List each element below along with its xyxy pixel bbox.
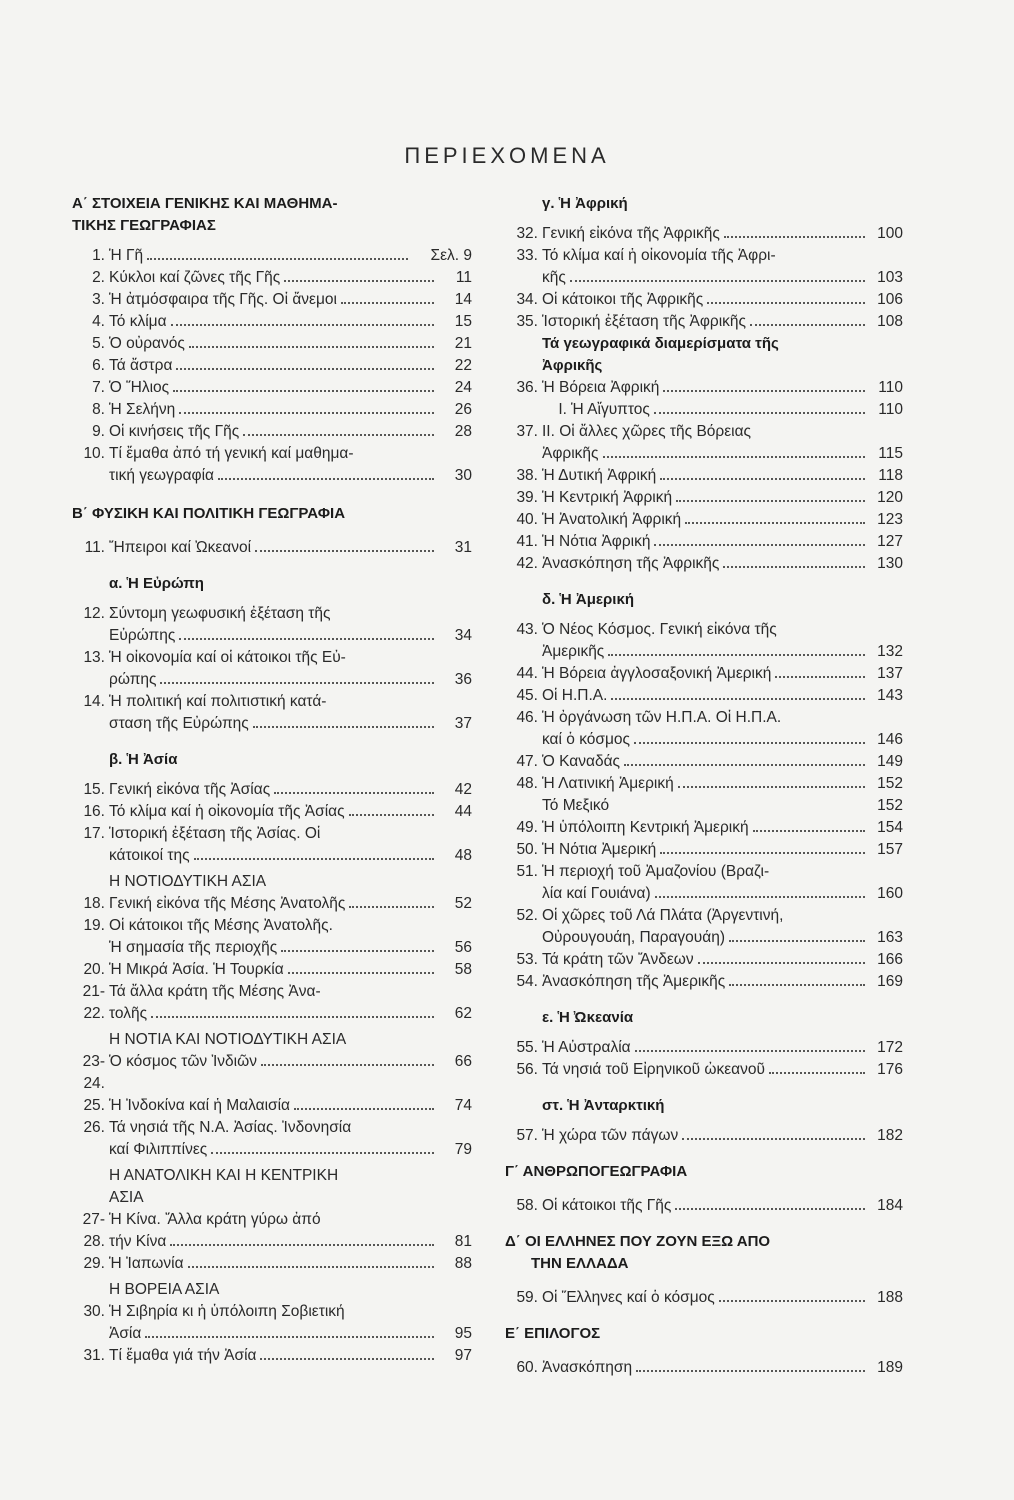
toc-entry: 53. Τά κράτη τῶν Ἄνδεων 166 (516, 951, 903, 968)
toc-entry: 58. Οἱ κάτοικοι τῆς Γῆς 184 (516, 1197, 903, 1214)
toc-entry: 40. Ἡ Ἀνατολική Ἀφρική 123 (516, 511, 903, 528)
toc-entry: 52. Οἱ χῶρες τοῦ Λά Πλάτα (Ἀργεντινή, Οὐρουγουάη, Παραγουάη) 163 (516, 907, 903, 946)
toc-entry: 14. Ἡ πολιτική καί πολιτιστική κατά- σταση τῆς Εὐρώπης 37 (83, 693, 472, 732)
toc-entry: 49. Ἡ ὑπόλοιπη Κεντρική Ἀμερική 154 (516, 819, 903, 836)
toc-entry: Τό Μεξικό 152 (542, 797, 903, 814)
toc-entry: 8. Ἡ Σελήνη 26 (92, 401, 472, 418)
toc-entry: 32. Γενική εἰκόνα τῆς Ἀφρικῆς 100 (516, 225, 903, 242)
toc-entry: 54. Ἀνασκόπηση τῆς Ἀμερικῆς 169 (516, 973, 903, 990)
section-america-heading: δ. Ἡ Ἀμερική (542, 591, 634, 608)
left-column (72, 193, 472, 1367)
toc-entry: 19. Οἱ κάτοικοι τῆς Μέσης Ἀνατολῆς. Ἡ σημασία τῆς περιοχῆς 56 (83, 917, 472, 956)
section-oceania-heading: ε. Ἡ Ὠκεανία (542, 1009, 634, 1026)
toc-entry: 7. Ὁ Ἥλιος 24 (92, 379, 472, 396)
toc-entry: 36. Ἡ Βόρεια Ἀφρική 110 (516, 379, 903, 396)
part-g-heading: Γ΄ ΑΝΘΡΩΠΟΓΕΩΓΡΑΦΙΑ (505, 1163, 688, 1180)
toc-entry: 26. Τά νησιά τῆς Ν.Α. Ἀσίας. Ἰνδονησία καί Φιλιππίνες 79 (83, 1119, 472, 1158)
toc-entry: 39. Ἡ Κεντρική Ἀφρική 120 (516, 489, 903, 506)
region-heading: Η ΒΟΡΕΙΑ ΑΣΙΑ (109, 1281, 220, 1298)
region-heading: Η ΝΟΤΙΑ ΚΑΙ ΝΟΤΙΟΔΥΤΙΚΗ ΑΣΙΑ (109, 1031, 347, 1048)
toc-entry: 30. Ἡ Σιβηρία κι ἡ ὑπόλοιπη Σοβιετική Ἀσία 95 (83, 1303, 472, 1342)
toc-entry: 31. Τί ἔμαθα γιά τήν Ἀσία 97 (83, 1347, 472, 1364)
toc-entry: 34. Οἱ κάτοικοι τῆς Ἀφρικῆς 106 (516, 291, 903, 308)
page-title: ΠΕΡΙΕΧΟΜΕΝΑ (404, 143, 610, 168)
toc-entry: 1. Ἡ Γῆ Σελ. 9 (92, 247, 472, 264)
toc-entry: 9. Οἱ κινήσεις τῆς Γῆς 28 (92, 423, 472, 440)
toc-entry: 18. Γενική εἰκόνα τῆς Μέσης Ἀνατολῆς 52 (83, 895, 472, 912)
toc-entry: 50. Ἡ Νότια Ἀμερική 157 (516, 841, 903, 858)
toc-entry: 29. Ἡ Ἰαπωνία 88 (83, 1255, 472, 1272)
toc-entry: 48. Ἡ Λατινική Ἀμερική 152 (516, 775, 903, 792)
toc-entry: 47. Ὁ Καναδάς 149 (516, 753, 903, 770)
toc-entry: 11. Ἤπειροι καί Ὠκεανοί 31 (84, 539, 472, 556)
toc-entry: 60. Ἀνασκόπηση 189 (516, 1359, 903, 1376)
toc-entry: 44. Ἡ Βόρεια ἀγγλοσαξονική Ἀμερική 137 (516, 665, 903, 682)
region-heading: Η ΑΝΑΤΟΛΙΚΗ ΚΑΙ Η ΚΕΝΤΡΙΚΗ ΑΣΙΑ (109, 1167, 339, 1206)
toc-entry: 42. Ἀνασκόπηση τῆς Ἀφρικῆς 130 (516, 555, 903, 572)
toc-entry: 12. Σύντομη γεωφυσική ἐξέταση τῆς Εὐρώπης 34 (83, 605, 472, 644)
section-africa-heading: γ. Ἡ Ἀφρική (542, 195, 628, 212)
section-antarctica-heading: στ. Ἡ Ἀνταρκτική (542, 1097, 665, 1114)
toc-entry: 5. Ὁ οὐρανός 21 (92, 335, 472, 352)
part-d-heading: Δ΄ ΟΙ ΕΛΛΗΝΕΣ ΠΟΥ ΖΟΥΝ ΕΞΩ ΑΠΟ ΤΗΝ ΕΛΛΑΔΑ (505, 1233, 771, 1272)
toc-entry: 43. Ὁ Νέος Κόσμος. Γενική εἰκόνα τῆς Ἀμερικῆς 132 (516, 621, 903, 660)
toc-entry: 45. Οἱ Η.Π.Α. 143 (516, 687, 903, 704)
toc-entry: 25. Ἡ Ἰνδοκίνα καί ἡ Μαλαισία 74 (83, 1097, 472, 1114)
toc-entry: 10. Τί ἔμαθα ἀπό τή γενική καί μαθημα- τική γεωγραφία 30 (83, 445, 472, 484)
toc-entry: 15. Γενική εἰκόνα τῆς Ἀσίας 42 (83, 781, 472, 798)
toc-entry: 16. Τό κλίμα καί ἡ οἰκονομία τῆς Ἀσίας 44 (83, 803, 472, 820)
toc-entry: 35. Ἱστορική ἐξέταση τῆς Ἀφρικῆς 108 (516, 313, 903, 330)
toc-entry: 41. Ἡ Νότια Ἀφρική 127 (516, 533, 903, 550)
toc-entry: 2. Κύκλοι καί ζῶνες τῆς Γῆς 11 (92, 269, 472, 286)
toc-entry: 4. Τό κλίμα 15 (92, 313, 472, 330)
toc-entry: 37. II. Οἱ ἄλλες χῶρες τῆς Βόρειας Ἀφρικῆς 115 (516, 423, 903, 462)
toc-entry: 33. Τό κλίμα καί ἡ οἰκονομία τῆς Ἀφρι- κῆς 103 (516, 247, 903, 286)
toc-entry: 6. Τά ἄστρα 22 (92, 357, 472, 374)
toc-entry: I. Ἡ Αἴγυπτος 110 (558, 401, 903, 418)
section-asia-heading: β. Ἡ Ἀσία (109, 751, 178, 768)
toc-entry: 51. Ἡ περιοχή τοῦ Ἀμαζονίου (Βραζι- λία καί Γουιάνα) 160 (516, 863, 903, 902)
toc-entry: 56. Τά νησιά τοῦ Εἰρηνικοῦ ὠκεανοῦ 176 (516, 1061, 903, 1078)
toc-entry: 57. Ἡ χώρα τῶν πάγων 182 (516, 1127, 903, 1144)
toc-entry: 46. Ἡ ὀργάνωση τῶν Η.Π.Α. Οἱ Η.Π.Α. καί ὁ κόσμος 146 (516, 709, 903, 748)
toc-entry: 59. Οἱ Ἕλληνες καί ὁ κόσμος 188 (516, 1289, 903, 1306)
right-column (505, 193, 903, 1379)
region-heading: Η ΝΟΤΙΟΔΥΤΙΚΗ ΑΣΙΑ (109, 873, 267, 890)
toc-entry: 38. Ἡ Δυτική Ἀφρική 118 (516, 467, 903, 484)
part-a-heading: Α΄ ΣΤΟΙΧΕΙΑ ΓΕΝΙΚΗΣ ΚΑΙ ΜΑΘΗΜΑ- ΤΙΚΗΣ ΓΕΩΓΡΑΦΙΑΣ (72, 195, 338, 234)
section-europe-heading: α. Ἡ Εὐρώπη (109, 575, 204, 592)
part-e-heading: Ε΄ ΕΠΙΛΟΓΟΣ (505, 1325, 601, 1342)
part-b-heading: Β΄ ΦΥΣΙΚΗ ΚΑΙ ΠΟΛΙΤΙΚΗ ΓΕΩΓΡΑΦΙΑ (72, 505, 346, 522)
toc-entry: 13. Ἡ οἰκονομία καί οἱ κάτοικοι τῆς Εὐ- ρώπης 36 (83, 649, 472, 688)
toc-entry: 55. Ἡ Αὐστραλία 172 (516, 1039, 903, 1056)
toc-entry: 17. Ἱστορική ἐξέταση τῆς Ἀσίας. Οἱ κάτοικοί της 48 (83, 825, 472, 864)
toc-entry: 3. Ἡ ἀτμόσφαιρα τῆς Γῆς. Οἱ ἄνεμοι 14 (92, 291, 472, 308)
africa-regions-heading: Τά γεωγραφικά διαμερίσματα τῆς Ἀφρικῆς (542, 335, 779, 374)
toc-entry: 23-24. Ὁ κόσμος τῶν Ἰνδιῶν 66 (82, 1053, 472, 1092)
toc-entry: 20. Ἡ Μικρά Ἀσία. Ἡ Τουρκία 58 (83, 961, 472, 978)
toc-entry: 27-28. Ἡ Κίνα. Ἄλλα κράτη γύρω ἀπό τήν Κίνα 81 (82, 1211, 472, 1250)
toc-entry: 21-22. Τά ἄλλα κράτη τῆς Μέσης Ἀνα- τολῆς 62 (82, 983, 472, 1022)
